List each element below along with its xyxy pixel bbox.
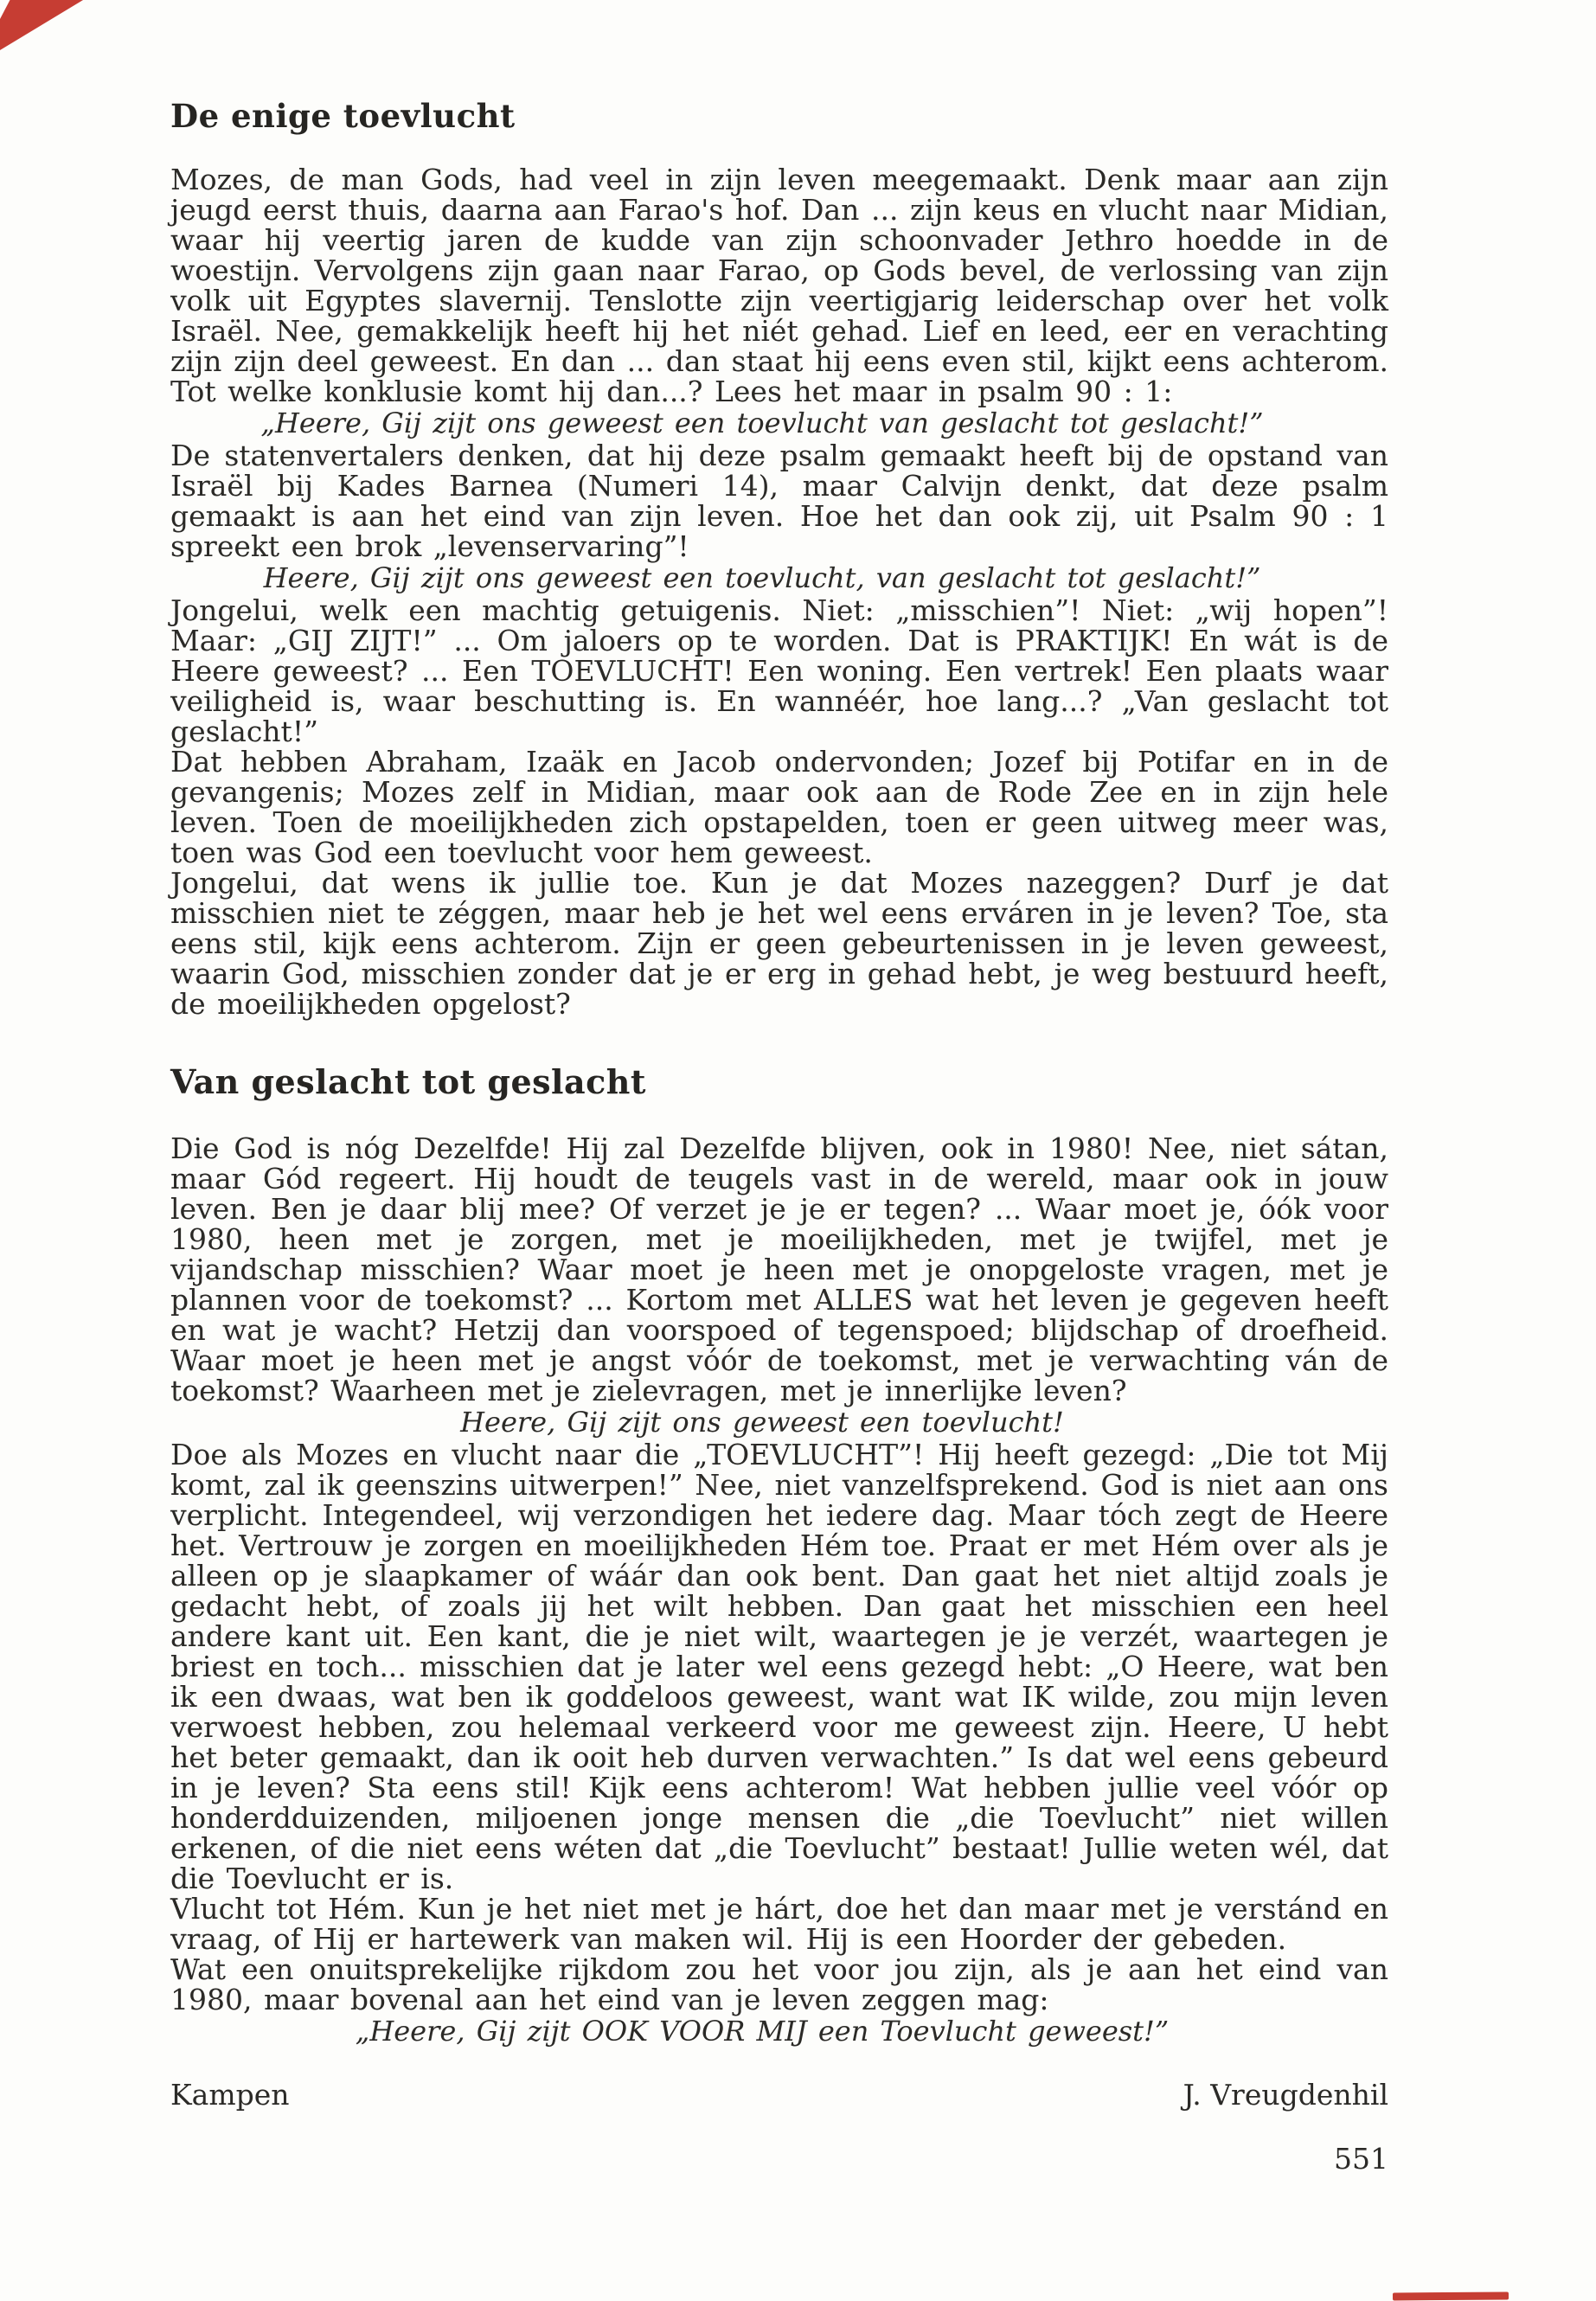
paragraph: Die God is nóg Dezelfde! Hij zal Dezelfde blijven, ook in 1980! Nee, niet sátan, maar Gód regeert. Hij houdt de teugels vast in de wereld, maar ook in jouw leven. Ben je daar blij mee? Of verzet je je er tegen? ... Waar moet je, óók voor 1980, heen met je zorgen, met je moeilijkheden, met je twijfel, met je vijandschap misschien? Waar moet je heen met je onopgeloste vragen, met je plannen voor de toekomst? ... Kortom met ALLES wat het leven je gegeven heeft en wat je wacht? Hetzij dan voorspoed of tegenspoed; blijdschap of droefheid. Waar moet je heen met je angst vóór de toekomst, met je verwachting ván de toekomst? Waarheen met je zielevragen, met je innerlijke leven? xyxy=(170,1131,1388,1407)
signature-row xyxy=(170,2080,1388,2110)
article-title: De enige toevlucht xyxy=(170,97,516,135)
psalm-quote: „Heere, Gij zijt OOK VOOR MIJ een Toevlucht geweest!” xyxy=(355,2015,1170,2048)
paragraph: Dat hebben Abraham, Izaäk en Jacob ondervonden; Jozef bij Potifar en in de gevangenis; Mozes zelf in Midian, maar ook aan de Rode Zee en in zijn hele leven. Toen de moeilijkheden zich opstapelden, toen er geen uitweg meer was, toen was God een toevlucht voor hem geweest. xyxy=(170,745,1388,869)
paragraph: Jongelui, dat wens ik jullie toe. Kun je dat Mozes nazeggen? Durf je dat misschien niet te zéggen, maar heb je het wel eens erváren in je leven? Toe, sta eens stil, kijk eens achterom. Zijn er geen gebeurtenissen in je leven geweest, waarin God, misschien zonder dat je er erg in gehad hebt, je weg bestuurd heeft, de moeilijkheden opgelost? xyxy=(170,866,1388,1021)
psalm-quote: „Heere, Gij zijt ons geweest een toevlucht van geslacht tot geslacht!” xyxy=(260,407,1264,439)
psalm-quote: Heere, Gij zijt ons geweest een toevlucht! xyxy=(460,1406,1064,1439)
page-number: 551 xyxy=(1334,2142,1388,2176)
signature-place: Kampen xyxy=(170,2078,290,2112)
paragraph: Wat een onuitsprekelijke rijkdom zou het voor jou zijn, als je aan het eind van 1980, maar bovenal aan het eind van je leven zeggen mag: xyxy=(170,1952,1388,2016)
red-scan-mark-top-left xyxy=(0,0,83,50)
text-column xyxy=(170,97,1388,2048)
paragraph: Mozes, de man Gods, had veel in zijn leven meegemaakt. Denk maar aan zijn jeugd eerst thuis, daarna aan Farao's hof. Dan ... zijn keus en vlucht naar Midian, waar hij veertig jaren de kudde van zijn schoonvader Jethro hoedde in de woestijn. Vervolgens zijn gaan naar Farao, op Gods bevel, de verlossing van zijn volk uit Egyptes slavernij. Tenslotte zijn veertigjarig leiderschap over het volk Israël. Nee, gemakkelijk heeft hij het niét gehad. Lief en leed, eer en verachting zijn zijn deel geweest. En dan ... dan staat hij eens even stil, kijkt eens achterom. Tot welke konklusie komt hij dan...? Lees het maar in psalm 90 : 1: xyxy=(170,163,1388,408)
paragraph: De statenvertalers denken, dat hij deze psalm gemaakt heeft bij de opstand van Israël bij Kades Barnea (Numeri 14), maar Calvijn denkt, dat deze psalm gemaakt is aan het eind van zijn leven. Hoe het dan ook zij, uit Psalm 90 : 1 spreekt een brok „levenservaring”! xyxy=(170,439,1388,563)
red-scan-mark-bottom-right xyxy=(1393,2292,1509,2301)
signature-author: J. Vreugdenhil xyxy=(1183,2078,1388,2112)
section-heading: Van geslacht tot geslacht xyxy=(170,1062,646,1101)
paragraph: Jongelui, welk een machtig getuigenis. Niet: „misschien”! Niet: „wij hopen”! Maar: „GIJ ZIJT!” ... Om jaloers op te worden. Dat is PRAKTIJK! En wát is de Heere geweest? ... Een TOEVLUCHT! Een woning. Een vertrek! Een plaats waar veiligheid is, waar beschutting is. En wannéér, hoe lang...? „Van geslacht tot geslacht!” xyxy=(170,593,1388,748)
paragraph: Vlucht tot Hém. Kun je het niet met je hárt, doe het dan maar met je verstánd en vraag, of Hij er hartewerk van maken wil. Hij is een Hoorder der gebeden. xyxy=(170,1892,1388,1956)
paragraph: Doe als Mozes en vlucht naar die „TOEVLUCHT”! Hij heeft gezegd: „Die tot Mij komt, zal ik geenszins uitwerpen!” Nee, niet vanzelfsprekend. God is niet aan ons verplicht. Integendeel, wij verzondigen het iedere dag. Maar tóch zegt de Heere het. Vertrouw je zorgen en moeilijkheden Hém toe. Praat er met Hém over als je alleen op je slaapkamer of wáár dan ook bent. Dan gaat het niet altijd zoals je gedacht hebt, of zoals jij het wilt hebben. Dan gaat het misschien een heel andere kant uit. Een kant, die je niet wilt, waartegen je je verzét, waartegen je briest en toch... misschien dat je later wel eens gezegd hebt: „O Heere, wat ben ik een dwaas, wat ben ik goddeloos geweest, want wat IK wilde, zou mijn leven verwoest hebben, zou helemaal verkeerd voor me geweest zijn. Heere, U hebt het beter gemaakt, dan ik ooit heb durven verwachten.” Is dat wel eens gebeurd in je leven? Sta eens stil! Kijk eens achterom! Wat hebben jullie veel vóór op honderdduizenden, miljoenen jonge mensen die „die Toevlucht” niet willen erkenen, of die niet eens wéten dat „die Toevlucht” bestaat! Jullie weten wél, dat die Toevlucht er is. xyxy=(170,1438,1388,1895)
psalm-quote: Heere, Gij zijt ons geweest een toevlucht, van geslacht tot geslacht!” xyxy=(263,561,1261,594)
